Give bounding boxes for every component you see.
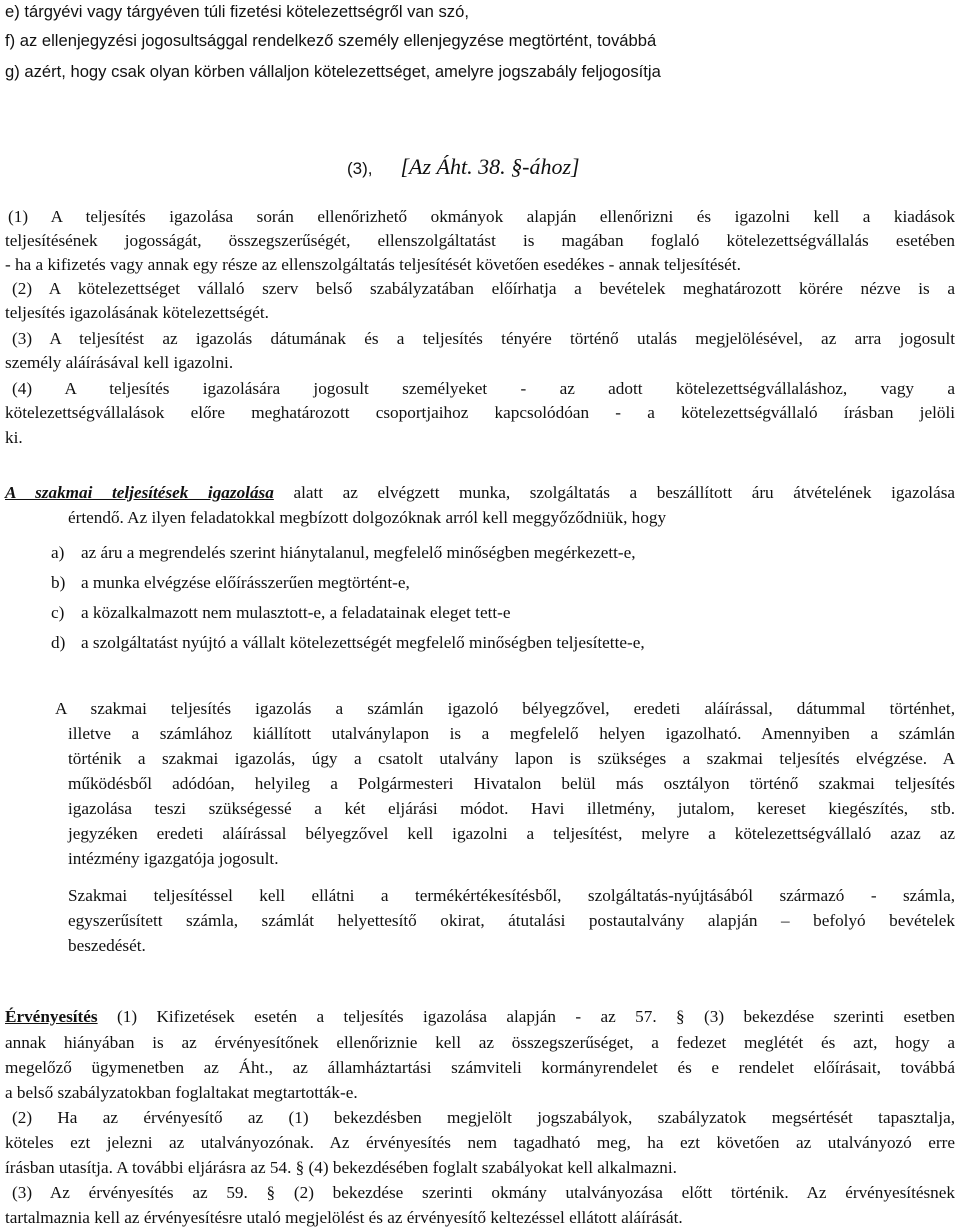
list-item <box>51 571 410 595</box>
paragraph-line: értendő. Az ilyen feladatokkal megbízott dolgozóknak arról kell meggyőződniük, hogy <box>68 508 667 527</box>
list-item-label: a) <box>51 543 65 562</box>
list-item-text: az áru a megrendelés szerint hiánytalanul, megfelelő minőségben megérkezett-e, <box>81 543 636 562</box>
paragraph-line: (2) Ha az érvényesítő az (1) bekezdésben megjelölt jogszabályok, szabályzatok megsértését tapasztalja, <box>12 1108 955 1127</box>
paragraph-line: teljesítés igazolásának kötelezettségét. <box>5 303 269 322</box>
list-item-text: a közalkalmazott nem mulasztott-e, a feladatainak eleget tett-e <box>81 603 511 622</box>
paragraph-line: személy aláírásával kell igazolni. <box>5 353 234 372</box>
paragraph-line: tartalmaznia kell az érvényesítésre utaló megjelölést és az érvényesítő keltezéssel ellátott aláírását. <box>5 1208 683 1227</box>
paragraph-line: teljesítésének jogosságát, összegszerűségét, ellenszolgáltatást is magában foglaló kötelezettségvállalás esetében <box>5 231 955 250</box>
paragraph-line <box>5 1005 955 1029</box>
list-item-label: c) <box>51 603 65 622</box>
paragraph-line: a belső szabályzatokban foglaltakat megtartották-e. <box>5 1083 358 1102</box>
paragraph-line: (1) A teljesítés igazolása során ellenőrizhető okmányok alapján ellenőrizni és igazolni kell a kiadások <box>8 207 955 226</box>
paragraph-line: A szakmai teljesítés igazolás a számlán igazoló bélyegzővel, eredeti aláírással, dátummal történhet, <box>55 699 955 718</box>
paragraph-line: írásban utasítja. A további eljárásra az 54. § (4) bekezdésében foglalt szabályokat kell alkalmazni. <box>5 1158 677 1177</box>
paragraph-line: megelőző ügymenetben az Áht., az államháztartási számviteli kormányrendelet és e rendelet előírásait, továbbá <box>5 1058 955 1077</box>
defined-term: A szakmai teljesítések igazolása <box>5 483 274 502</box>
paragraph-line: működésből adódóan, helyileg a Polgármesteri Hivatalon belül más osztályon történő szakmai teljesítés <box>68 774 955 793</box>
list-item-label: b) <box>51 573 66 592</box>
definition-text: (1) Kifizetések esetén a teljesítés igazolása alapján - az 57. § (3) bekezdése szerinti esetben <box>117 1007 956 1026</box>
list-item-g: g) azért, hogy csak olyan körben vállaljon kötelezettséget, amelyre jogszabály feljogosítja <box>5 62 661 81</box>
paragraph-line: annak hiányában is az érvényesítőnek ellenőriznie kell az összegszerűséget, a fedezet meglétét és azt, hogy a <box>5 1033 955 1052</box>
paragraph-line: (2) A kötelezettséget vállaló szerv belső szabályzatában előírhatja a bevételek meghatározott körére nézve is a <box>12 279 955 298</box>
definition-text: alatt az elvégzett munka, szolgáltatás a beszállított áru átvételének igazolása <box>293 483 956 502</box>
paragraph-line: egyszerűsített számla, számlát helyettesítő okirat, átutalási postautalvány alapján – befolyó bevételek <box>68 911 955 930</box>
section-heading <box>347 154 580 180</box>
defined-term: Érvényesítés <box>5 1007 98 1026</box>
paragraph-line: kötelezettségvállalások előre meghatározott csoportjaihoz kapcsolódóan - a kötelezettségvállaló írásban jelöli <box>5 403 955 422</box>
paragraph-line: (3) Az érvényesítés az 59. § (2) bekezdése szerinti okmány utalványozása előtt történik. Az érvényesítésnek <box>12 1183 955 1202</box>
list-item-e: e) tárgyévi vagy tárgyéven túli fizetési kötelezettségről van szó, <box>5 2 469 21</box>
list-item-label: d) <box>51 633 66 652</box>
paragraph-line: Szakmai teljesítéssel kell ellátni a termékértékesítésből, szolgáltatás-nyújtásából származó - számla, <box>68 886 955 905</box>
paragraph-line: illetve a számlához kiállított utalványlapon is a megfelelő helyen igazolható. Amennyiben a számlán <box>68 724 955 743</box>
heading-reference: [Az Áht. 38. §-ához] <box>400 154 580 179</box>
paragraph-line: intézmény igazgatója jogosult. <box>68 849 279 868</box>
list-item <box>51 541 636 565</box>
paragraph-line: jegyzéken eredeti aláírással bélyegzővel kell igazolni a teljesítést, melyre a kötelezettségvállaló azaz az <box>68 824 955 843</box>
list-item <box>51 601 510 625</box>
paragraph-line: történik a szakmai igazolás, úgy a csatolt utalvány lapon is szükséges a szakmai teljesítés elvégzése. A <box>68 749 955 768</box>
list-item-f: f) az ellenjegyzési jogosultsággal rendelkező személy ellenjegyzése megtörtént, továbbá <box>5 31 657 50</box>
paragraph-line: ki. <box>5 428 23 447</box>
paragraph-line: igazolása teszi szükségessé a két eljárási módot. Havi illetmény, jutalom, kereset kiegészítés, stb. <box>68 799 955 818</box>
paragraph-line: beszedését. <box>68 936 146 955</box>
heading-number: (3), <box>347 159 373 178</box>
paragraph-line: (4) A teljesítés igazolására jogosult személyeket - az adott kötelezettségvállaláshoz, vagy a <box>12 379 955 398</box>
paragraph-line <box>5 481 955 505</box>
list-item-text: a szolgáltatást nyújtó a vállalt kötelezettségét megfelelő minőségben teljesítette-e, <box>81 633 645 652</box>
paragraph-line: - ha a kifizetés vagy annak egy része az ellenszolgáltatás teljesítését követően esedékes - annak teljesítését. <box>5 255 741 274</box>
list-item <box>51 631 645 655</box>
paragraph-line: köteles ezt jelezni az utalványozónak. Az érvényesítés nem tagadható meg, ha ezt követően az utalványozó erre <box>5 1133 955 1152</box>
list-item-text: a munka elvégzése előírásszerűen megtörtént-e, <box>81 573 410 592</box>
paragraph-line: (3) A teljesítést az igazolás dátumának és a teljesítés tényére történő utalás megjelölésével, az arra jogosult <box>12 329 955 348</box>
